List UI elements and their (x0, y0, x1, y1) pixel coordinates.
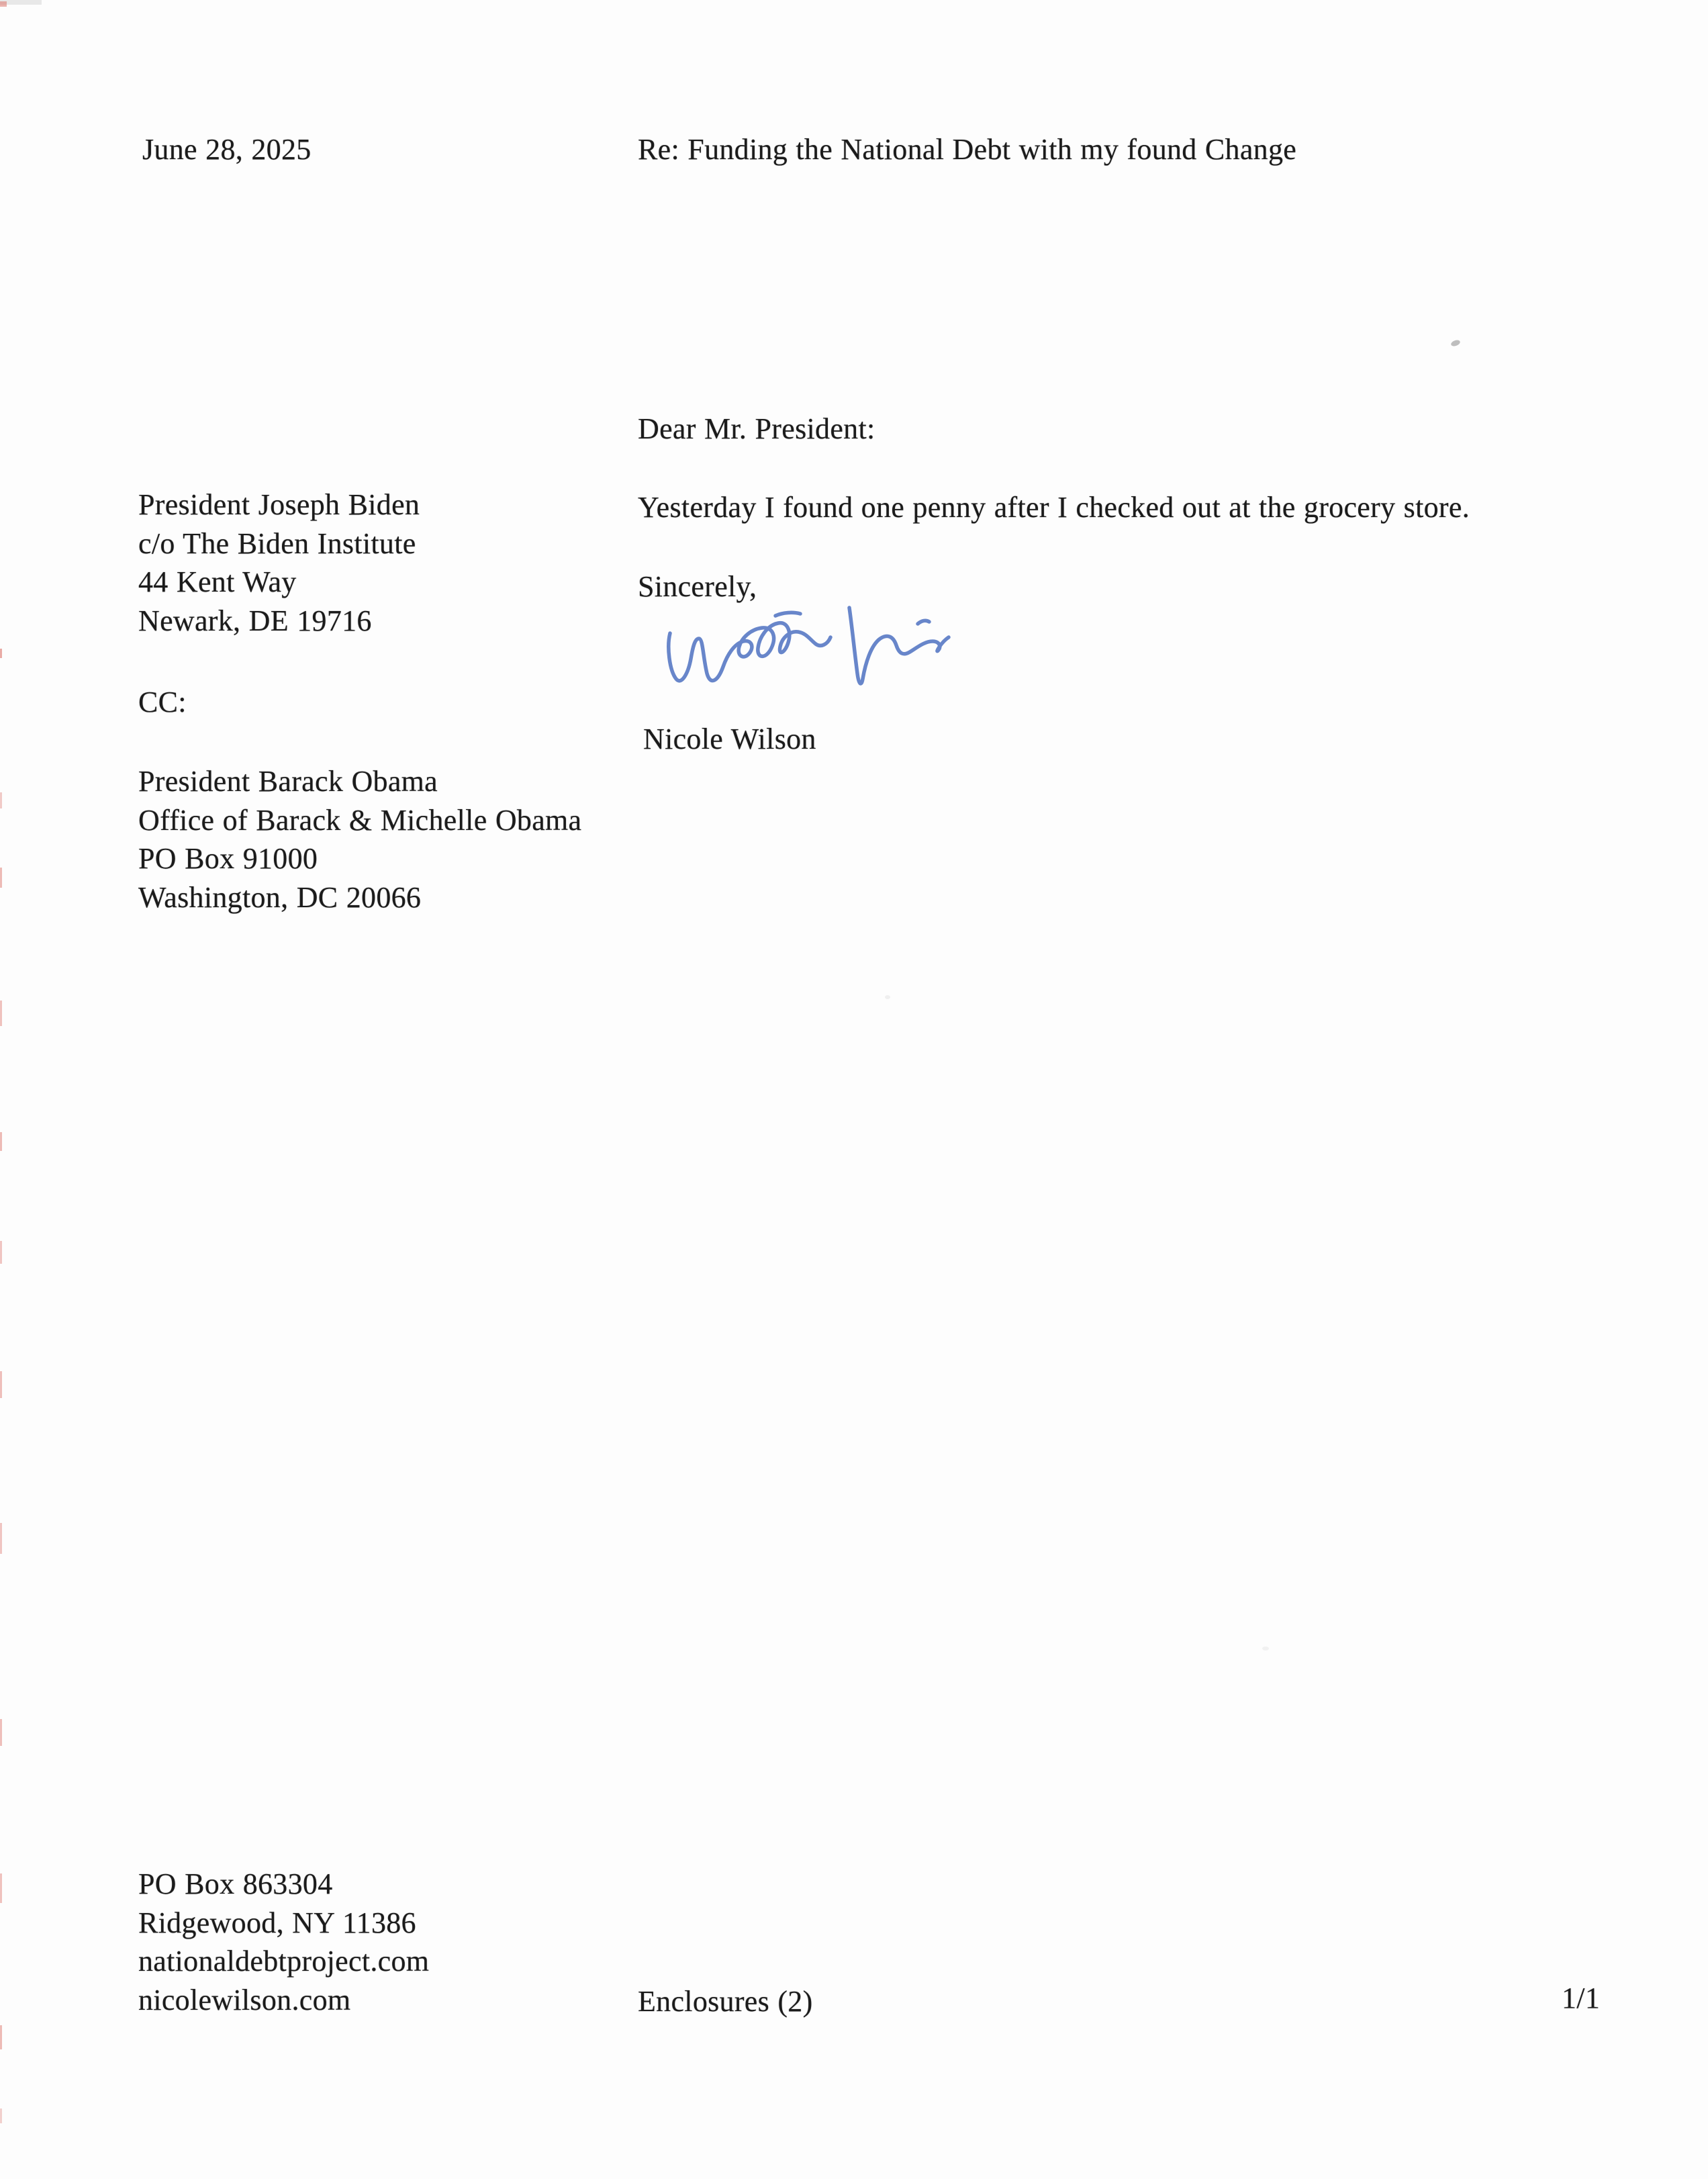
subject-line: Re: Funding the National Debt with my found Change (638, 133, 1297, 166)
scan-edge-mark (0, 1241, 2, 1264)
cc-address-line: Washington, DC 20066 (138, 880, 422, 914)
body-text: Yesterday I found one penny after I checked out at the grocery store. (638, 491, 1470, 524)
sender-address (138, 1865, 429, 2019)
cc-address-line: President Barack Obama (138, 765, 438, 798)
signature-stroke-tail (849, 608, 949, 684)
sender-address-line: Ridgewood, NY 11386 (138, 1906, 416, 1939)
scan-corner-shadow (0, 0, 42, 5)
recipient-address-line: 44 Kent Way (138, 565, 297, 598)
salutation: Dear Mr. President: (638, 412, 875, 445)
scan-edge-mark (0, 1523, 2, 1554)
sender-address-line: PO Box 863304 (138, 1867, 333, 1900)
scan-edge-mark (0, 2025, 2, 2049)
scan-edge-mark (0, 1371, 2, 1398)
cc-address-line: Office of Barack & Michelle Obama (138, 803, 582, 837)
cc-address (138, 762, 581, 917)
scan-edge-mark (0, 1001, 2, 1026)
enclosures-note: Enclosures (2) (638, 1985, 813, 2018)
signature-name: Nicole Wilson (643, 723, 816, 755)
signature-stroke-overbar (775, 612, 800, 616)
handwritten-signature (661, 600, 957, 700)
recipient-address (138, 485, 420, 640)
cc-label: CC: (138, 686, 187, 718)
signature-stroke-dot (918, 620, 929, 624)
scan-speck (1262, 1647, 1269, 1651)
scan-edge-mark (0, 868, 2, 888)
scan-edge-mark (0, 1132, 2, 1151)
page-number: 1/1 (1562, 1982, 1601, 2014)
sender-address-line: nationaldebtproject.com (138, 1945, 430, 1978)
recipient-address-line: Newark, DE 19716 (138, 604, 372, 637)
scan-edge-mark (0, 1719, 2, 1746)
cc-address-line: PO Box 91000 (138, 842, 318, 875)
sender-address-line: nicolewilson.com (138, 1983, 351, 2016)
signature-stroke-main (669, 623, 831, 681)
scan-edge-mark (0, 2108, 2, 2123)
scan-edge-mark (0, 1, 7, 7)
scan-edge-mark (0, 792, 2, 808)
scan-edge-mark (0, 649, 2, 658)
recipient-address-line: President Joseph Biden (138, 488, 420, 521)
recipient-address-line: c/o The Biden Institute (138, 526, 416, 560)
scan-speck (885, 995, 890, 999)
closing: Sincerely, (638, 570, 757, 603)
letter-date: June 28, 2025 (142, 133, 312, 166)
scan-speck (1450, 339, 1461, 347)
scan-edge-mark (0, 1873, 2, 1903)
